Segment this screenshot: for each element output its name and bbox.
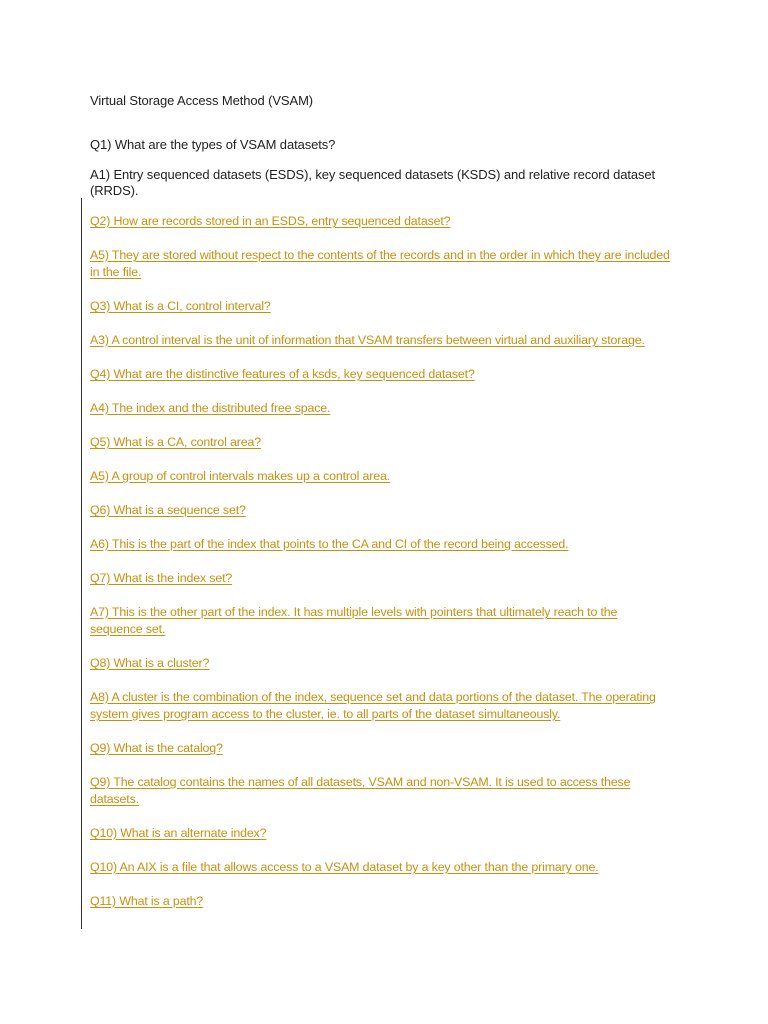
tracked-paragraph: A8) A cluster is the combination of the index, sequence set and data portions of the dataset. The operating system gives program access to the cluster, ie. to all parts of the dataset simultaneously. <box>90 690 656 721</box>
tracked-paragraph: Q5) What is a CA, control area? <box>90 435 261 449</box>
tracked-paragraph: Q10) An AIX is a file that allows access to a VSAM dataset by a key other than the primary one. <box>90 860 599 874</box>
tracked-paragraph: Q7) What is the index set? <box>90 571 233 585</box>
tracked-paragraph: Q2) How are records stored in an ESDS, entry sequenced dataset? <box>90 214 451 228</box>
tracked-paragraph: Q9) What is the catalog? <box>90 741 223 755</box>
tracked-paragraph: A4) The index and the distributed free space. <box>90 401 331 415</box>
tracked-paragraph: Q8) What is a cluster? <box>90 656 210 670</box>
tracked-paragraph: Q9) The catalog contains the names of all datasets, VSAM and non-VSAM. It is used to access these datasets. <box>90 775 631 806</box>
revision-change-bar <box>81 198 82 929</box>
tracked-paragraph: Q10) What is an alternate index? <box>90 826 267 840</box>
tracked-paragraph: A7) This is the other part of the index. It has multiple levels with pointers that ultimately reach to the sequence set. <box>90 605 618 636</box>
tracked-paragraph: Q11) What is a path? <box>90 894 204 908</box>
question-1: Q1) What are the types of VSAM datasets? <box>90 137 336 152</box>
tracked-paragraph: A5) They are stored without respect to the contents of the records and in the order in which they are included in the file. <box>90 248 670 279</box>
answer-1: A1) Entry sequenced datasets (ESDS), key sequenced datasets (KSDS) and relative record dataset (RRDS). <box>90 167 656 198</box>
tracked-paragraph: Q6) What is a sequence set? <box>90 503 246 517</box>
tracked-paragraph: A6) This is the part of the index that points to the CA and CI of the record being accessed. <box>90 537 569 551</box>
tracked-changes-section <box>90 213 670 910</box>
document-title: Virtual Storage Access Method (VSAM) <box>90 93 314 108</box>
tracked-paragraph: Q4) What are the distinctive features of a ksds, key sequenced dataset? <box>90 367 475 381</box>
tracked-paragraph: A3) A control interval is the unit of information that VSAM transfers between virtual and auxiliary storage. <box>90 333 645 347</box>
tracked-paragraph: A5) A group of control intervals makes up a control area. <box>90 469 391 483</box>
tracked-paragraph: Q3) What is a CI, control interval? <box>90 299 271 313</box>
